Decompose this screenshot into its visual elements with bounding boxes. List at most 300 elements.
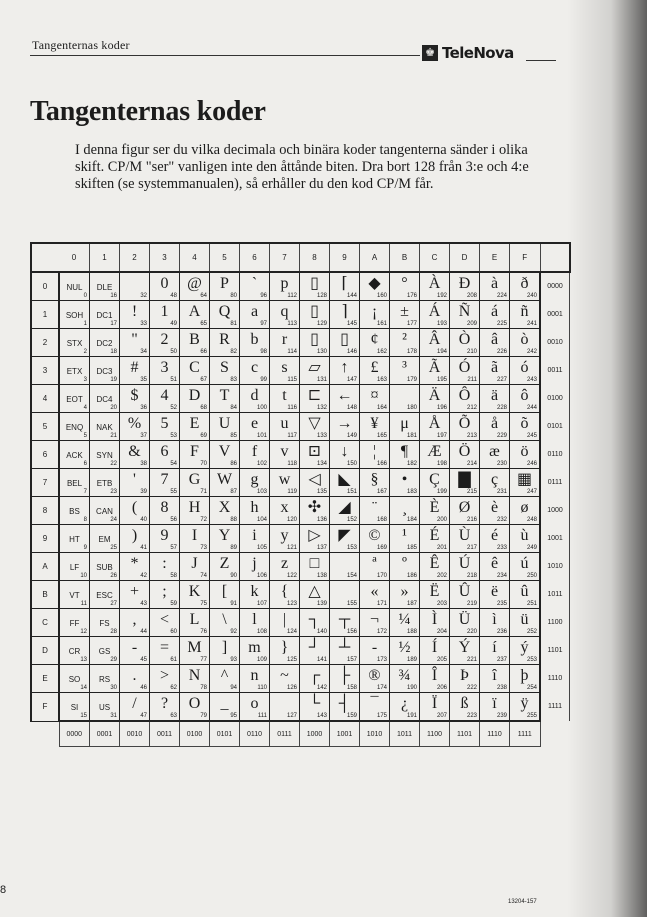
cell-decimal: 141 <box>316 657 327 663</box>
row-header: E <box>31 665 59 693</box>
cell-character: Þ <box>460 667 469 684</box>
cell-character: F <box>190 443 199 460</box>
code-cell <box>450 581 480 609</box>
cell-decimal: 234 <box>496 573 507 579</box>
cell-decimal: 59 <box>170 601 177 607</box>
code-cell <box>300 441 330 469</box>
column-binary-label: 0100 <box>180 721 210 747</box>
cell-decimal: 189 <box>406 657 417 663</box>
cell-character: ┐ <box>308 611 321 628</box>
column-header: E <box>480 243 510 272</box>
intro-paragraph: I denna figur ser du vilka decimala och binära koder tangenterna sänder i olika skift. CP/M "ser" vanligen inte den åttånde biten. Dra bort 128 från 3:e och 4:e skiften (se systemmanualen), så erhåller du den kod CP/M får. <box>75 142 529 192</box>
cell-decimal: 91 <box>230 601 237 607</box>
cell-decimal: 29 <box>110 657 117 663</box>
code-cell <box>480 693 510 722</box>
cell-character: ▇ <box>458 471 471 488</box>
cell-decimal: 129 <box>316 321 327 327</box>
cell-character: NAK <box>96 423 113 432</box>
cell-decimal: 43 <box>140 601 147 607</box>
cell-character: ⌉ <box>341 303 348 320</box>
cell-decimal: 139 <box>316 601 327 607</box>
code-cell <box>270 385 300 413</box>
cell-decimal: 193 <box>436 321 447 327</box>
code-cell <box>420 581 450 609</box>
row-binary-label: 1110 <box>540 665 570 693</box>
column-header-row <box>31 243 570 272</box>
code-cell <box>510 525 541 553</box>
cell-character: ¾ <box>398 667 411 684</box>
cell-character: ã <box>490 359 499 376</box>
cell-decimal: 244 <box>526 405 537 411</box>
cell-decimal: 213 <box>466 433 477 439</box>
cell-character: E <box>189 415 200 432</box>
code-cell <box>240 301 270 329</box>
cell-character: ß <box>460 695 469 712</box>
row-binary-label: 1011 <box>540 581 570 609</box>
cell-decimal: 80 <box>230 293 237 299</box>
cell-decimal: 135 <box>316 489 327 495</box>
cell-decimal: 188 <box>406 629 417 635</box>
code-cell <box>450 385 480 413</box>
table-row <box>31 301 570 329</box>
cell-character: o <box>250 695 259 712</box>
cell-character: X <box>218 499 231 516</box>
cell-character: SYN <box>96 451 113 460</box>
code-cell <box>360 329 390 357</box>
cell-decimal: 73 <box>200 545 207 551</box>
cell-character: FS <box>99 619 110 628</box>
cell-character: [ <box>221 583 228 600</box>
cell-character: Æ <box>427 443 442 460</box>
row-header: 2 <box>31 329 59 357</box>
code-cell <box>150 329 180 357</box>
code-cell <box>300 329 330 357</box>
code-cell <box>450 413 480 441</box>
code-cell <box>120 693 150 722</box>
code-cell <box>330 609 360 637</box>
cell-character: ⊡ <box>307 443 322 460</box>
cell-decimal: 79 <box>200 713 207 719</box>
cell-decimal: 249 <box>526 545 537 551</box>
code-cell <box>240 497 270 525</box>
cell-character: O <box>188 695 201 712</box>
cell-character: DC3 <box>96 367 113 376</box>
cell-decimal: 45 <box>140 657 147 663</box>
code-cell <box>300 301 330 329</box>
cell-decimal: 51 <box>170 377 177 383</box>
cell-character: SOH <box>65 311 84 320</box>
code-cell <box>450 272 480 301</box>
code-cell <box>120 525 150 553</box>
cell-character: ¶ <box>400 443 409 460</box>
cell-decimal: 120 <box>286 517 297 523</box>
cell-decimal: 82 <box>230 349 237 355</box>
cell-decimal: 92 <box>230 629 237 635</box>
code-cell <box>150 609 180 637</box>
code-cell <box>180 581 210 609</box>
code-cell <box>420 525 450 553</box>
table-row <box>31 329 570 357</box>
cell-decimal: 143 <box>316 713 327 719</box>
cell-character: ↓ <box>340 443 349 460</box>
cell-character: ³ <box>402 359 407 376</box>
cell-decimal: 145 <box>346 321 357 327</box>
row-header: D <box>31 637 59 665</box>
cell-decimal: 60 <box>170 629 177 635</box>
cell-decimal: 196 <box>436 405 447 411</box>
cell-decimal: 216 <box>466 517 477 523</box>
cell-character: STX <box>66 339 83 348</box>
cell-decimal: 238 <box>496 685 507 691</box>
cell-decimal: 4 <box>83 405 87 411</box>
cell-character: ä <box>490 387 499 404</box>
cell-decimal: 239 <box>496 713 507 719</box>
cell-decimal: 160 <box>376 293 387 299</box>
cell-character: M <box>187 639 202 656</box>
cell-character: ø <box>520 499 529 516</box>
table-row <box>31 385 570 413</box>
cell-character: ^ <box>220 667 229 684</box>
column-header: 5 <box>210 243 240 272</box>
cell-decimal: 105 <box>256 545 267 551</box>
cell-character: ⌈ <box>341 275 348 292</box>
code-cell <box>180 385 210 413</box>
cell-decimal: 114 <box>287 349 297 355</box>
code-cell <box>300 497 330 525</box>
row-header: 9 <box>31 525 59 553</box>
code-cell <box>330 301 360 329</box>
code-cell <box>360 385 390 413</box>
cell-character: À <box>428 275 441 292</box>
code-cell <box>510 665 541 693</box>
cell-decimal: 85 <box>230 433 237 439</box>
table-corner <box>540 721 570 747</box>
code-cell <box>420 301 450 329</box>
cell-decimal: 229 <box>496 433 507 439</box>
page-title: Tangenternas koder <box>30 96 266 127</box>
column-binary-label: 1101 <box>450 721 480 747</box>
cell-decimal: 30 <box>110 685 117 691</box>
table-row <box>31 469 570 497</box>
code-cell <box>120 581 150 609</box>
code-cell <box>59 581 90 609</box>
row-binary-label: 0001 <box>540 301 570 329</box>
cell-character: □ <box>309 555 320 572</box>
code-cell <box>180 525 210 553</box>
cell-decimal: 74 <box>200 573 207 579</box>
code-cell <box>270 581 300 609</box>
code-cell <box>210 301 240 329</box>
code-cell <box>180 301 210 329</box>
cell-character: ¤ <box>370 387 379 404</box>
code-cell <box>390 301 420 329</box>
cell-decimal: 237 <box>496 657 507 663</box>
cell-decimal: 154 <box>346 573 357 579</box>
cell-character: FF <box>69 619 80 628</box>
cell-decimal: 27 <box>110 601 117 607</box>
cell-character: ¦ <box>372 443 377 460</box>
cell-character: V <box>218 443 231 460</box>
cell-character: RS <box>98 675 111 684</box>
cell-character: Ö <box>458 443 471 460</box>
cell-character: É <box>429 527 440 544</box>
cell-decimal: 48 <box>170 293 177 299</box>
cell-character: Õ <box>458 415 471 432</box>
column-binary-label: 0011 <box>150 721 180 747</box>
code-cell <box>210 413 240 441</box>
cell-character: └ <box>308 695 321 712</box>
cell-character: Í <box>431 639 438 656</box>
cell-decimal: 107 <box>256 601 267 607</box>
cell-decimal: 224 <box>496 293 507 299</box>
cell-character: í <box>492 639 497 656</box>
cell-character: e <box>250 415 259 432</box>
cell-decimal: 225 <box>496 321 507 327</box>
cell-decimal: 251 <box>526 601 537 607</box>
cell-decimal: 190 <box>406 685 417 691</box>
code-cell <box>450 665 480 693</box>
column-binary-label: 0000 <box>59 721 90 747</box>
code-cell <box>270 665 300 693</box>
cell-decimal: 58 <box>170 573 177 579</box>
cell-character: k <box>250 583 259 600</box>
code-cell <box>150 637 180 665</box>
cell-decimal: 64 <box>200 293 207 299</box>
code-cell <box>270 553 300 581</box>
code-cell <box>210 525 240 553</box>
cell-decimal: 170 <box>376 573 387 579</box>
code-cell <box>270 441 300 469</box>
cell-character: x <box>280 499 289 516</box>
code-cell <box>90 357 120 385</box>
column-binary-label: 0111 <box>270 721 300 747</box>
cell-decimal: 138 <box>316 573 327 579</box>
cell-character: Ø <box>458 499 471 516</box>
table-row <box>31 413 570 441</box>
cell-character: » <box>400 583 409 600</box>
code-cell <box>480 665 510 693</box>
table-corner <box>31 243 59 272</box>
cell-character: a <box>250 303 259 320</box>
code-cell <box>210 329 240 357</box>
cell-character: f <box>251 443 258 460</box>
code-cell <box>420 413 450 441</box>
cell-character: ñ <box>520 303 529 320</box>
code-cell <box>90 469 120 497</box>
cell-character: ▽ <box>308 415 321 432</box>
code-cell <box>120 637 150 665</box>
code-cell <box>120 665 150 693</box>
code-cell <box>450 301 480 329</box>
code-cell <box>330 469 360 497</box>
cell-character: b <box>250 331 259 348</box>
cell-character: ª <box>372 555 377 572</box>
cell-decimal: 184 <box>406 517 417 523</box>
cell-decimal: 179 <box>406 377 417 383</box>
cell-character: ◢ <box>338 499 351 516</box>
cell-decimal: 221 <box>466 657 477 663</box>
cell-character: ▯ <box>340 331 349 348</box>
code-cell <box>450 693 480 722</box>
cell-decimal: 56 <box>170 517 177 523</box>
cell-character: l <box>252 611 257 628</box>
cell-decimal: 158 <box>346 685 357 691</box>
code-cell <box>270 272 300 301</box>
code-cell <box>210 357 240 385</box>
code-cell <box>510 385 541 413</box>
cell-character: Ù <box>458 527 471 544</box>
code-cell <box>510 553 541 581</box>
code-cell <box>59 693 90 722</box>
cell-decimal: 71 <box>200 489 207 495</box>
cell-character: NUL <box>66 283 83 292</box>
cell-decimal: 93 <box>230 657 237 663</box>
code-cell <box>180 329 210 357</box>
cell-character: \ <box>222 611 227 628</box>
cell-character: 2 <box>160 331 169 348</box>
cell-decimal: 106 <box>256 573 267 579</box>
code-cell <box>480 497 510 525</box>
row-header: 3 <box>31 357 59 385</box>
cell-decimal: 97 <box>260 321 267 327</box>
cell-decimal: 187 <box>406 601 417 607</box>
cell-character: - <box>371 639 378 656</box>
code-cell <box>270 413 300 441</box>
cell-decimal: 183 <box>406 489 417 495</box>
cell-decimal: 176 <box>406 293 417 299</box>
cell-decimal: 207 <box>436 713 447 719</box>
cell-character: ENQ <box>65 423 84 432</box>
code-cell <box>390 413 420 441</box>
code-cell <box>180 469 210 497</box>
column-header: 9 <box>330 243 360 272</box>
cell-character: ® <box>368 667 381 684</box>
row-binary-label: 0011 <box>540 357 570 385</box>
cell-character: ö <box>520 443 529 460</box>
cell-decimal: 35 <box>140 377 147 383</box>
cell-character: R <box>219 331 230 348</box>
cell-decimal: 72 <box>200 517 207 523</box>
code-cell <box>300 357 330 385</box>
code-cell <box>270 469 300 497</box>
row-binary-label: 1000 <box>540 497 570 525</box>
cell-decimal: 168 <box>376 517 387 523</box>
cell-decimal: 83 <box>230 377 237 383</box>
code-table-container <box>30 242 571 747</box>
column-header: B <box>390 243 420 272</box>
cell-character: Ü <box>458 611 471 628</box>
code-cell <box>300 385 330 413</box>
cell-character: ' <box>133 471 136 488</box>
cell-character: h <box>250 499 259 516</box>
code-cell <box>420 553 450 581</box>
cell-decimal: 228 <box>496 405 507 411</box>
cell-decimal: 1 <box>83 321 87 327</box>
table-row <box>31 665 570 693</box>
cell-decimal: 28 <box>110 629 117 635</box>
code-cell <box>330 441 360 469</box>
column-header: 6 <box>240 243 270 272</box>
cell-character: ┤ <box>338 695 351 712</box>
cell-decimal: 201 <box>436 545 447 551</box>
cell-decimal: 185 <box>406 545 417 551</box>
code-cell <box>240 357 270 385</box>
column-header: 4 <box>180 243 210 272</box>
code-cell <box>480 581 510 609</box>
cell-character: CAN <box>96 507 113 516</box>
cell-character: ° <box>401 275 408 292</box>
cell-decimal: 23 <box>110 489 117 495</box>
code-cell <box>300 665 330 693</box>
cell-character: CR <box>68 647 81 656</box>
cell-character: ↑ <box>340 359 349 376</box>
cell-decimal: 55 <box>170 489 177 495</box>
cell-character: ETX <box>66 367 83 376</box>
cell-decimal: 12 <box>80 629 87 635</box>
cell-character: ë <box>490 583 499 600</box>
code-cell <box>240 609 270 637</box>
cell-character: ù <box>520 527 529 544</box>
cell-decimal: 3 <box>83 377 87 383</box>
cell-character: } <box>280 639 289 656</box>
cell-decimal: 110 <box>257 685 267 691</box>
cell-character: Ï <box>431 695 438 712</box>
cell-character: △ <box>308 583 321 600</box>
cell-decimal: 131 <box>316 377 327 383</box>
code-cell <box>90 385 120 413</box>
cell-decimal: 37 <box>140 433 147 439</box>
cell-character: ¥ <box>370 415 379 432</box>
cell-character: z <box>280 555 289 572</box>
code-cell <box>180 665 210 693</box>
column-binary-label: 1110 <box>480 721 510 747</box>
code-cell <box>180 637 210 665</box>
code-cell <box>240 413 270 441</box>
code-cell <box>300 553 330 581</box>
cell-character: DC4 <box>96 395 113 404</box>
column-binary-label: 1100 <box>420 721 450 747</box>
cell-character: g <box>250 471 259 488</box>
cell-decimal: 236 <box>496 629 507 635</box>
cell-decimal: 68 <box>200 405 207 411</box>
cell-decimal: 254 <box>526 685 537 691</box>
row-header: C <box>31 609 59 637</box>
cell-decimal: 122 <box>286 573 297 579</box>
cell-character: 7 <box>160 471 169 488</box>
cell-character: ý <box>520 639 529 656</box>
cell-decimal: 89 <box>230 545 237 551</box>
cell-character: q <box>280 303 289 320</box>
cell-decimal: 32 <box>140 293 147 299</box>
cell-decimal: 159 <box>346 713 357 719</box>
code-cell <box>300 413 330 441</box>
cell-character: SO <box>68 675 81 684</box>
cell-character: 1 <box>160 303 169 320</box>
cell-character: I <box>191 527 198 544</box>
cell-character: @ <box>187 275 202 292</box>
cell-character: ; <box>162 583 167 600</box>
code-cell <box>480 637 510 665</box>
code-cell <box>360 553 390 581</box>
cell-character: È <box>429 499 440 516</box>
code-cell <box>210 581 240 609</box>
cell-decimal: 117 <box>287 433 297 439</box>
cell-character: * <box>130 555 139 572</box>
code-cell <box>90 637 120 665</box>
cell-decimal: 240 <box>526 293 537 299</box>
code-cell <box>240 525 270 553</box>
code-cell <box>210 441 240 469</box>
